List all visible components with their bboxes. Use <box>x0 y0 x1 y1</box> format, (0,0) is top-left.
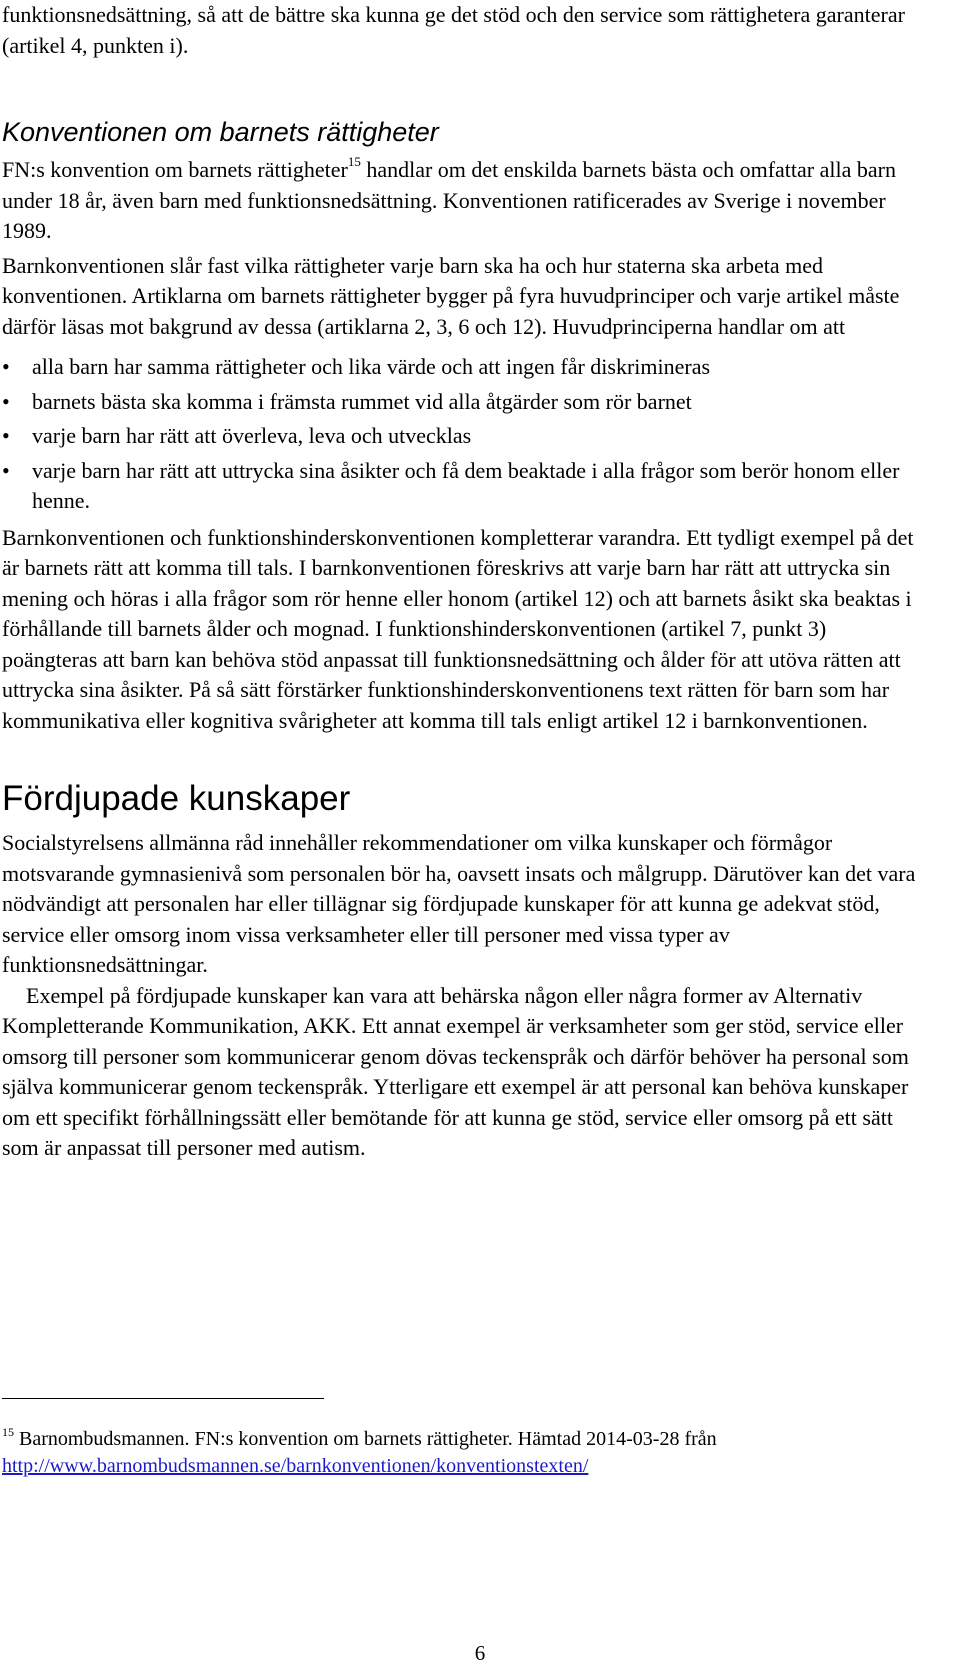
list-item-text: varje barn har rätt att uttrycka sina åsikter och få dem beaktade i alla frågor som berör honom eller henne. <box>32 457 900 513</box>
bullet-icon: • <box>2 423 10 448</box>
section-heading-convention: Konventionen om barnets rättigheter <box>2 117 439 147</box>
list-item <box>2 421 922 452</box>
footnote-link[interactable]: http://www.barnombudsmannen.se/barnkonventionen/konventionstexten/ <box>2 1455 589 1477</box>
list-item-text: alla barn har samma rättigheter och lika värde och att ingen får diskrimineras <box>32 354 711 379</box>
footnote-number: 15 <box>2 1425 14 1439</box>
list-item <box>2 456 922 517</box>
footnote-text: Barnombudsmannen. FN:s konvention om barnets rättigheter. Hämtad 2014-03-28 från <box>14 1428 717 1450</box>
list-item <box>2 387 922 418</box>
deeper-knowledge-paragraph-1: Socialstyrelsens allmänna råd innehåller rekommendationer om vilka kunskaper och förmågor motsvarande gymnasienivå som personalen bör ha, oavsett insats och målgrupp. Därutöver kan det vara nödvändigt att personalen har eller tillägnar sig fördjupade kunskaper för att kunna ge adekvat stöd, service eller omsorg inom vissa verksamheter eller till personer med vissa typer av funktionsnedsättningar. <box>2 830 916 977</box>
bullet-icon: • <box>2 388 10 414</box>
principles-list <box>2 352 922 517</box>
bullet-icon: • <box>2 354 10 379</box>
list-item <box>2 352 922 383</box>
intro-paragraph: funktionsnedsättning, så att de bättre ska kunna ge det stöd och den service som rättighetera garanterar (artikel 4, punkten i). <box>2 2 905 58</box>
deeper-knowledge-paragraph-2: Exempel på fördjupade kunskaper kan vara att behärska någon eller några former av Alternativ Kompletterande Kommunikation, AKK. Ett annat exempel är verksamheter som ger stöd, service eller omsorg till personer som kommunicerar genom dövas teckenspråk och därför behöver ha personal som själva kommunicerar genom teckenspråk. Ytterligare ett exempel är att personal kan behöva kunskaper om ett specifikt förhållningssätt eller bemötande för att kunna ge stöd, service eller omsorg på ett sätt som är anpassat till personer med autism. <box>2 982 909 1160</box>
list-item-text: varje barn har rätt att överleva, leva och utvecklas <box>32 423 472 448</box>
page-content <box>2 0 922 1164</box>
list-item-text: barnets bästa ska komma i främsta rummet vid alla åtgärder som rör barnet <box>32 388 692 414</box>
page-number: 6 <box>474 1641 486 1665</box>
footnote-divider <box>2 1398 324 1399</box>
convention-paragraph-1-start: FN:s konvention om barnets rättigheter <box>2 157 348 182</box>
convention-paragraph-1-end: handlar om det enskilda barnets bästa och omfattar alla barn under 18 år, även barn med funktionsnedsättning. Konventionen ratificerades av Sverige i november 1989. <box>2 157 896 243</box>
footnote <box>2 1426 922 1480</box>
footnote-reference[interactable]: 15 <box>347 154 361 169</box>
convention-paragraph-2: Barnkonventionen slår fast vilka rättigheter varje barn ska ha och hur staterna ska arbeta med konventionen. Artiklarna om barnets rättigheter bygger på fyra huvudprinciper och varje artikel måste därför läsas mot bakgrund av dessa (artiklarna 2, 3, 6 och 12). Huvudprinciperna handlar om att <box>2 252 900 339</box>
section-heading-deeper-knowledge: Fördjupade kunskaper <box>2 779 351 818</box>
convention-paragraph-3: Barnkonventionen och funktionshinderskonventionen kompletterar varandra. Ett tydligt exempel på det är barnets rätt att komma till tals. I barnkonventionen föreskrivs att varje barn har rätt att uttrycka sin mening och höras i alla frågor som rör henne eller honom (artikel 12) och att barnets åsikt ska beaktas i förhållande till barnets ålder och mognad. I funktionshinderskonventionen (artikel 7, punkt 3) poängteras att barn kan behöva stöd anpassat till funktionsnedsättning och ålder för att utöva rätten att uttrycka sina åsikter. På så sätt förstärker funktionshinderskonventionens text rätten för barn som har kommunikativa eller kognitiva svårigheter att komma till tals enligt artikel 12 i barnkonventionen. <box>2 524 914 733</box>
bullet-icon: • <box>2 457 10 483</box>
convention-paragraph-1 <box>2 155 922 247</box>
